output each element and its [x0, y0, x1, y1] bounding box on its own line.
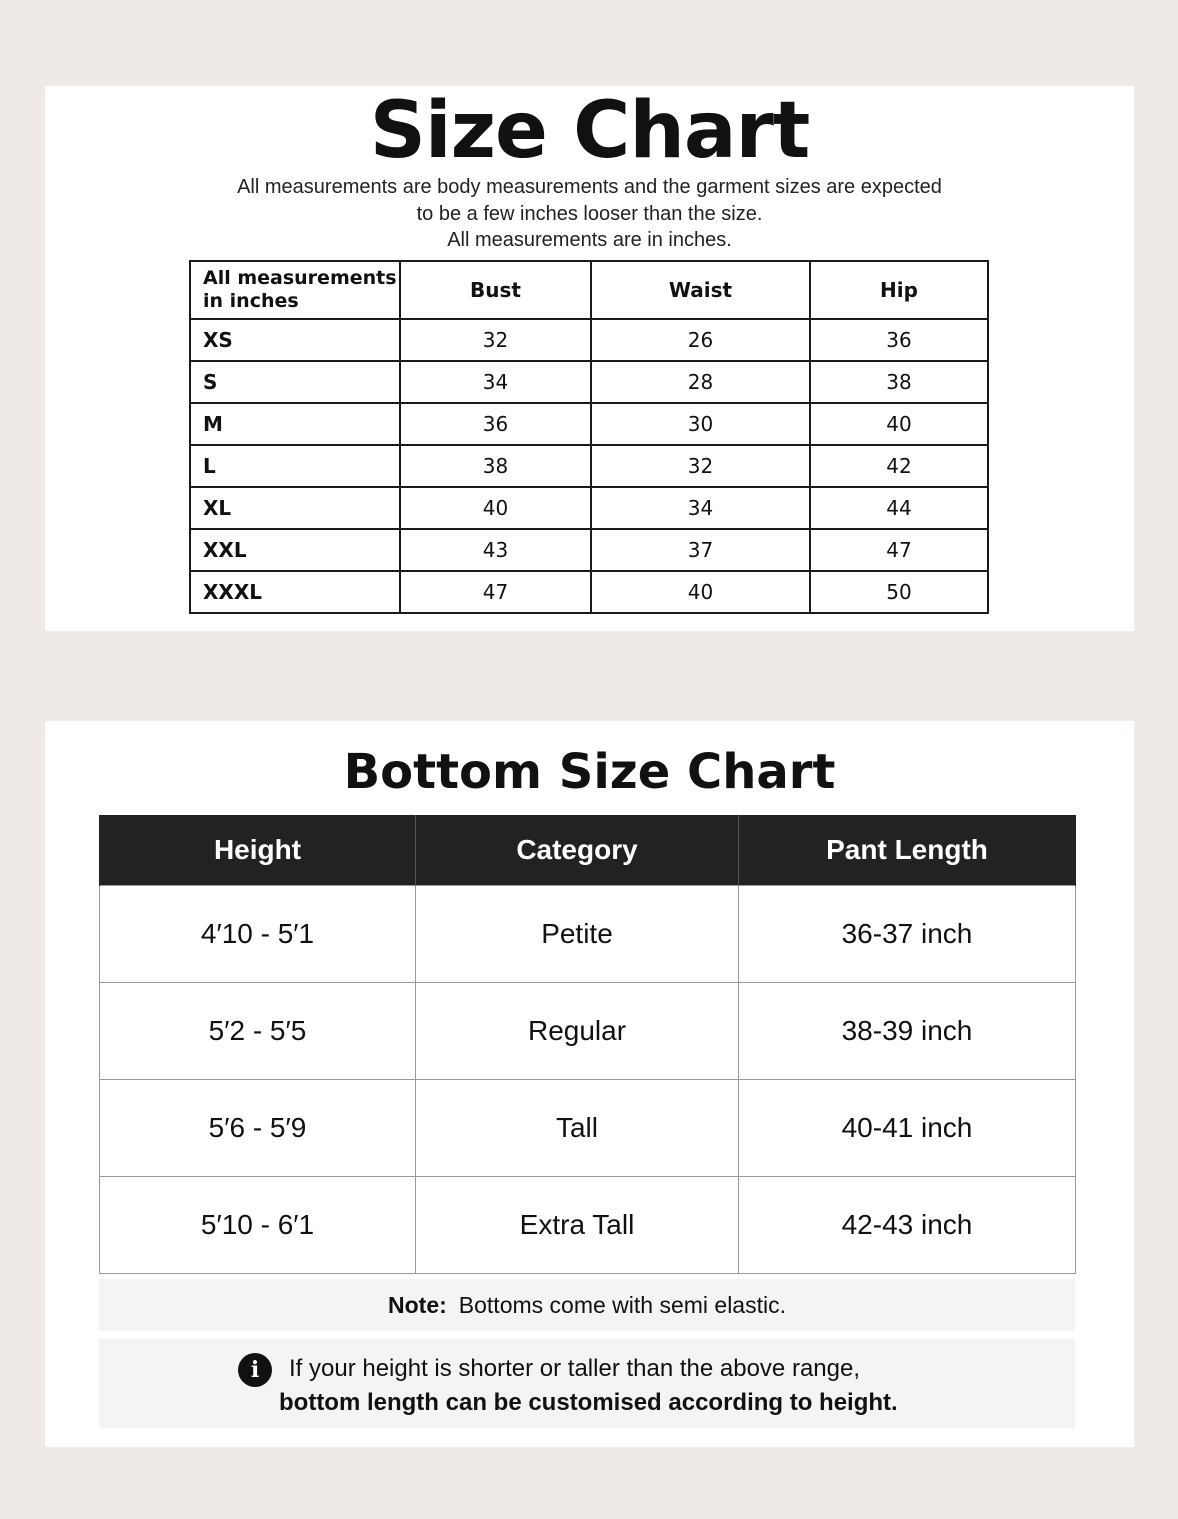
- header-label-line: All measurements: [203, 267, 397, 289]
- waist-cell: 26: [591, 319, 810, 361]
- size-cell: S: [190, 361, 400, 403]
- size-chart-card: [45, 86, 1134, 631]
- bust-cell: 40: [400, 487, 591, 529]
- bust-cell: 32: [400, 319, 591, 361]
- header-measurements-label: [190, 261, 400, 319]
- waist-cell: 34: [591, 487, 810, 529]
- category-cell: Petite: [416, 886, 739, 983]
- pant-length-cell: 36-37 inch: [739, 886, 1076, 983]
- table-row: [190, 571, 988, 613]
- hip-cell: 36: [810, 319, 988, 361]
- subtitle-line: All measurements are in inches.: [447, 229, 732, 251]
- header-height: Height: [100, 815, 416, 886]
- size-cell: XL: [190, 487, 400, 529]
- subtitle-line: to be a few inches looser than the size.: [416, 202, 763, 225]
- height-cell: 5′6 - 5′9: [100, 1080, 416, 1177]
- pant-length-cell: 42-43 inch: [739, 1177, 1076, 1274]
- header-label-line: in inches: [203, 290, 299, 312]
- bust-cell: 47: [400, 571, 591, 613]
- table-row: [190, 361, 988, 403]
- size-cell: M: [190, 403, 400, 445]
- pant-length-cell: 38-39 inch: [739, 983, 1076, 1080]
- info-line-1: If your height is shorter or taller than the above range,: [289, 1355, 860, 1382]
- size-cell: XXXL: [190, 571, 400, 613]
- height-cell: 4′10 - 5′1: [100, 886, 416, 983]
- info-box: [99, 1339, 1075, 1428]
- header-waist: Waist: [591, 261, 810, 319]
- table-row: [100, 886, 1076, 983]
- info-line-2: bottom length can be customised according to height.: [279, 1389, 898, 1416]
- header-hip: Hip: [810, 261, 988, 319]
- waist-cell: 30: [591, 403, 810, 445]
- hip-cell: 42: [810, 445, 988, 487]
- pant-length-cell: 40-41 inch: [739, 1080, 1076, 1177]
- bottom-table-body: [100, 886, 1076, 1274]
- bust-cell: 36: [400, 403, 591, 445]
- size-cell: L: [190, 445, 400, 487]
- size-chart-subtitle: [45, 174, 1134, 254]
- bottom-table-header: [100, 815, 1076, 886]
- hip-cell: 38: [810, 361, 988, 403]
- hip-cell: 44: [810, 487, 988, 529]
- size-table-body: [190, 319, 988, 613]
- table-row: [100, 1177, 1076, 1274]
- bust-cell: 34: [400, 361, 591, 403]
- table-row: [190, 445, 988, 487]
- waist-cell: 32: [591, 445, 810, 487]
- waist-cell: 37: [591, 529, 810, 571]
- bottom-size-chart-card: [45, 721, 1134, 1447]
- hip-cell: 47: [810, 529, 988, 571]
- category-cell: Regular: [416, 983, 739, 1080]
- header-category: Category: [416, 815, 739, 886]
- waist-cell: 40: [591, 571, 810, 613]
- table-row: [190, 487, 988, 529]
- note-label: Note:: [388, 1291, 447, 1318]
- table-row: [190, 529, 988, 571]
- header-pant-length: Pant Length: [739, 815, 1076, 886]
- subtitle-line: All measurements are body measurements and the garment sizes are expected: [237, 176, 942, 198]
- table-row: [190, 319, 988, 361]
- table-row: [190, 403, 988, 445]
- waist-cell: 28: [591, 361, 810, 403]
- height-cell: 5′2 - 5′5: [100, 983, 416, 1080]
- size-table-header: [190, 261, 988, 319]
- header-bust: Bust: [400, 261, 591, 319]
- bottom-size-table: [99, 815, 1076, 1274]
- table-row: [100, 983, 1076, 1080]
- bust-cell: 43: [400, 529, 591, 571]
- size-table: [189, 260, 989, 614]
- size-chart-title: Size Chart: [369, 86, 810, 176]
- bust-cell: 38: [400, 445, 591, 487]
- note-text: Bottoms come with semi elastic.: [458, 1291, 786, 1318]
- info-icon: i: [238, 1353, 272, 1387]
- bottom-chart-title: Bottom Size Chart: [343, 744, 836, 800]
- category-cell: Extra Tall: [416, 1177, 739, 1274]
- size-cell: XXL: [190, 529, 400, 571]
- note-box: [99, 1279, 1075, 1331]
- hip-cell: 50: [810, 571, 988, 613]
- size-cell: XS: [190, 319, 400, 361]
- height-cell: 5′10 - 6′1: [100, 1177, 416, 1274]
- table-row: [100, 1080, 1076, 1177]
- hip-cell: 40: [810, 403, 988, 445]
- category-cell: Tall: [416, 1080, 739, 1177]
